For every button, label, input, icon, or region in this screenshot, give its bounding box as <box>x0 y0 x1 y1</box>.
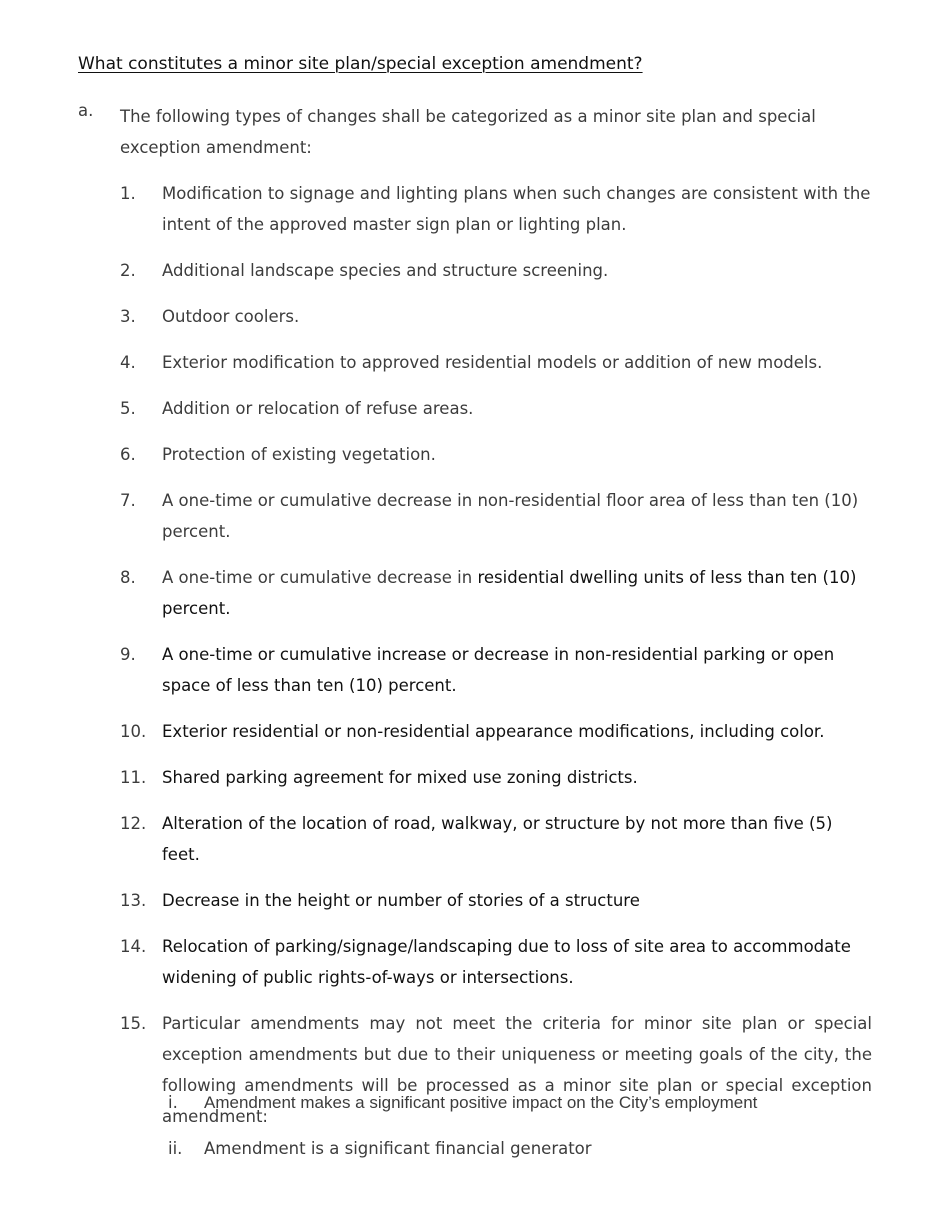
item-number: 2. <box>120 261 136 280</box>
item-number: 11. <box>120 768 147 787</box>
item-text: Exterior modification to approved residential models or addition of new models. <box>162 353 823 372</box>
item-text: Protection of existing vegetation. <box>162 445 436 464</box>
item-number: 8. <box>120 568 136 587</box>
item-text: Exterior residential or non-residential appearance modifications, including color. <box>162 722 825 741</box>
item-text: Additional landscape species and structure screening. <box>162 261 609 280</box>
list-item <box>120 485 872 547</box>
list-item <box>120 885 872 916</box>
list-item <box>120 393 872 424</box>
item-number: 9. <box>120 645 136 664</box>
section-marker: a. <box>78 101 94 120</box>
list-item <box>120 562 872 624</box>
item-number: 6. <box>120 445 136 464</box>
item-text: Relocation of parking/signage/landscaping due to loss of site area to accommodate widening of public rights-of-ways or intersections. <box>162 937 851 987</box>
sub-item-text: Amendment is a significant financial generator <box>204 1139 592 1158</box>
list-item <box>120 347 872 378</box>
item-text: Addition or relocation of refuse areas. <box>162 399 474 418</box>
item-text <box>162 568 856 618</box>
item-number: 12. <box>120 814 147 833</box>
sub-list-item <box>162 1133 862 1164</box>
sub-item-number: i. <box>168 1093 178 1112</box>
list-item <box>120 439 872 470</box>
page-title: What constitutes a minor site plan/special exception amendment? <box>78 54 643 74</box>
list-item <box>120 255 872 286</box>
list-item <box>120 808 872 870</box>
list-item <box>120 178 872 240</box>
item-number: 10. <box>120 722 147 741</box>
list-item <box>120 639 872 701</box>
item-text-part-emphasis: residential dwelling units of less than ten (10) percent. <box>162 568 857 618</box>
change-list <box>120 178 872 1147</box>
sub-list-item <box>162 1087 862 1118</box>
item-number: 14. <box>120 937 147 956</box>
sub-item-number: ii. <box>168 1139 183 1158</box>
item-number: 4. <box>120 353 136 372</box>
section-a <box>78 101 878 163</box>
sub-item-text: Amendment makes a significant positive impact on the City’s employment <box>204 1093 758 1112</box>
item-number: 3. <box>120 307 136 326</box>
item-text: Modification to signage and lighting plans when such changes are consistent with the intent of the approved master sign plan or lighting plan. <box>162 184 871 234</box>
item-text: Alteration of the location of road, walkway, or structure by not more than five (5) feet. <box>162 814 833 864</box>
item-text-part: A one-time or cumulative decrease in <box>162 568 478 587</box>
list-item <box>120 301 872 332</box>
item-text: Decrease in the height or number of stories of a structure <box>162 891 640 910</box>
item-text: Outdoor coolers. <box>162 307 300 326</box>
item-text: Particular amendments may not meet the criteria for minor site plan or special exception amendments but due to their uniqueness or meeting goals of the city, the following amendments will be processed as a minor site plan or special exception amendment: <box>162 1014 872 1126</box>
item-number: 7. <box>120 491 136 510</box>
item-number: 5. <box>120 399 136 418</box>
list-item <box>120 931 872 993</box>
sub-list <box>162 1087 862 1179</box>
list-item <box>120 716 872 747</box>
item-text: Shared parking agreement for mixed use zoning districts. <box>162 768 638 787</box>
item-text: A one-time or cumulative increase or decrease in non-residential parking or open space of less than ten (10) percent. <box>162 645 835 695</box>
list-item <box>120 762 872 793</box>
item-text: A one-time or cumulative decrease in non-residential floor area of less than ten (10) percent. <box>162 491 859 541</box>
section-intro: The following types of changes shall be categorized as a minor site plan and special exception amendment: <box>120 107 816 157</box>
item-number: 13. <box>120 891 147 910</box>
item-number: 1. <box>120 184 136 203</box>
item-number: 15. <box>120 1014 147 1033</box>
